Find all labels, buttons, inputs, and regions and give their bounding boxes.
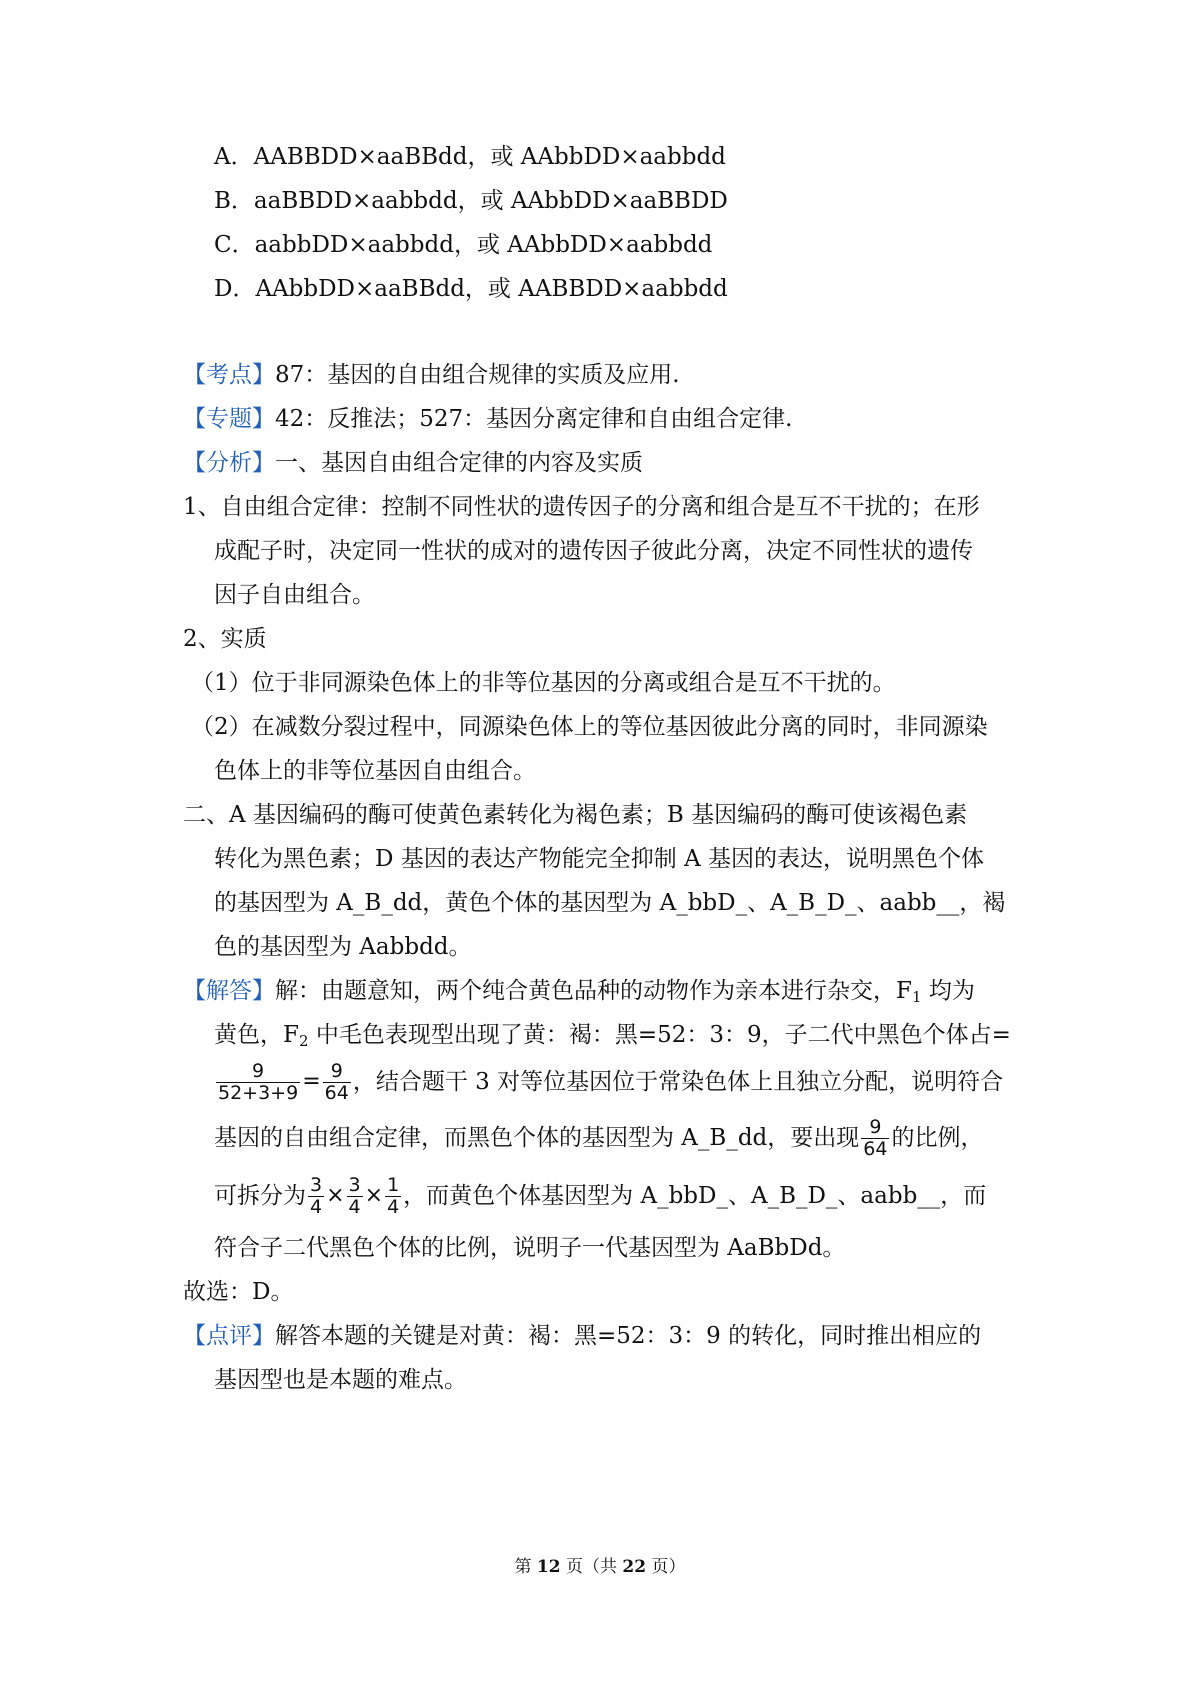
frac-den: 52+3+9: [218, 1081, 299, 1104]
page-footer: [0, 1556, 1200, 1578]
jieda-l1b: 均为: [921, 978, 975, 1004]
footer-post: 页）: [646, 1557, 686, 1577]
fraction-3-over-4-a: [308, 1175, 324, 1218]
frac-num: 3: [310, 1173, 323, 1196]
times-sign: ×: [364, 1183, 384, 1208]
kaodian-tag: 【考点】: [183, 362, 275, 388]
dianping-l1: 解答本题的关键是对黄：褐：黑=52：3：9 的转化，同时推出相应的: [275, 1323, 982, 1349]
analysis-p2-item2-line2: 色体上的非等位基因自由组合。: [214, 758, 536, 784]
jieda-line3: [214, 1055, 1003, 1107]
jieda-l5b: ，而黄色个体基因型为 A_bbD_、A_B_D_、aabb__，而: [403, 1183, 987, 1209]
analysis-p3-line3: 的基因型为 A_B_dd，黄色个体的基因型为 A_bbD_、A_B_D_、aabb__，褐: [214, 890, 1006, 916]
jieda-l2-sub: 2: [298, 1032, 309, 1050]
fraction-9-over-64-b: [861, 1117, 889, 1160]
jieda-l3b: ，结合题干 3 对等位基因位于常染色体上且独立分配，说明符合: [352, 1069, 1004, 1095]
frac-num: 9: [323, 1061, 351, 1083]
fenxi-head: 一、基因自由组合定律的内容及实质: [275, 450, 643, 476]
jieda-l4a: 基因的自由组合定律，而黑色个体的基因型为 A_B_dd，要出现: [214, 1125, 860, 1151]
option-b: B．aaBBDD×aabbdd，或 AAbbDD×aaBBDD: [214, 188, 728, 214]
jieda-line2: [214, 1021, 1011, 1049]
frac-den: 64: [863, 1137, 888, 1160]
fenxi-line: [183, 449, 643, 477]
frac-den: 4: [387, 1195, 400, 1218]
jieda-l5a: 可拆分为: [214, 1183, 306, 1209]
frac-den: 4: [310, 1195, 323, 1218]
jieda-l2a: 黄色，F: [214, 1022, 299, 1048]
jieda-line4: [214, 1111, 983, 1163]
kaodian-text: 87：基因的自由组合规律的实质及应用.: [275, 362, 680, 388]
fraction-9-over-sum: [216, 1061, 300, 1104]
analysis-p2: 2、实质: [183, 626, 267, 652]
analysis-p1-line3: 因子自由组合。: [214, 582, 375, 608]
page-number: 12: [536, 1557, 561, 1577]
times-sign: ×: [326, 1183, 345, 1208]
zhuanti-tag: 【专题】: [183, 406, 275, 432]
fraction-9-over-64: [323, 1061, 351, 1104]
frac-den: 64: [324, 1081, 349, 1104]
option-a: A．AABBDD×aaBBdd，或 AAbbDD×aabbdd: [214, 144, 726, 170]
analysis-p1-line2: 成配子时，决定同一性状的成对的遗传因子彼此分离，决定不同性状的遗传: [214, 538, 973, 564]
option-c: C．aabbDD×aabbdd，或 AAbbDD×aabbdd: [214, 232, 713, 258]
option-d: D．AAbbDD×aaBBdd，或 AABBDD×aabbdd: [214, 276, 728, 302]
analysis-p2-item1: （1）位于非同源染色体上的非等位基因的分离或组合是互不干扰的。: [191, 670, 896, 696]
footer-pre: 第: [514, 1557, 537, 1577]
analysis-p3-line2: 转化为黑色素；D 基因的表达产物能完全抑制 A 基因的表达，说明黑色个体: [214, 846, 984, 872]
jieda-line6: 符合子二代黑色个体的比例，说明子一代基因型为 AaBbDd。: [214, 1235, 846, 1261]
dianping-line2: 基因型也是本题的难点。: [214, 1367, 467, 1393]
fraction-3-over-4-b: [347, 1175, 363, 1218]
dianping-tag: 【点评】: [183, 1323, 275, 1349]
jieda-l4b: 的比例，: [891, 1125, 984, 1151]
answer-line: 故选：D。: [183, 1279, 294, 1305]
equals-sign: =: [302, 1069, 321, 1094]
analysis-p2-item2-line1: （2）在减数分裂过程中，同源染色体上的等位基因彼此分离的同时，非同源染: [191, 714, 988, 740]
fenxi-tag: 【分析】: [183, 450, 275, 476]
jieda-l1a: 解：由题意知，两个纯合黄色品种的动物作为亲本进行杂交，F: [275, 978, 912, 1004]
footer-mid: 页（共: [560, 1557, 623, 1577]
jieda-tag: 【解答】: [183, 978, 275, 1004]
zhuanti-line: [183, 405, 792, 433]
analysis-p3-line4: 色的基因型为 Aabbdd。: [214, 934, 472, 960]
frac-num: 1: [387, 1173, 400, 1196]
jieda-line5: [214, 1169, 986, 1221]
zhuanti-text: 42：反推法；527：基因分离定律和自由组合定律.: [275, 406, 793, 432]
frac-num: 9: [216, 1061, 300, 1083]
page-total: 22: [622, 1557, 647, 1577]
jieda-line1: [183, 977, 975, 1005]
frac-den: 4: [348, 1195, 361, 1218]
jieda-l1-sub: 1: [911, 988, 922, 1006]
fraction-1-over-4: [385, 1175, 401, 1218]
frac-num: 3: [348, 1173, 361, 1196]
dianping-line1: [183, 1322, 981, 1350]
kaodian-line: [183, 361, 680, 389]
jieda-l2b: 中毛色表现型出现了黄：褐：黑=52：3：9，子二代中黑色个体占=: [308, 1022, 1011, 1048]
frac-num: 9: [861, 1117, 889, 1139]
analysis-p1-line1: 1、自由组合定律：控制不同性状的遗传因子的分离和组合是互不干扰的；在形: [183, 494, 980, 520]
analysis-p3-line1: 二、A 基因编码的酶可使黄色素转化为褐色素；B 基因编码的酶可使该褐色素: [183, 802, 968, 828]
